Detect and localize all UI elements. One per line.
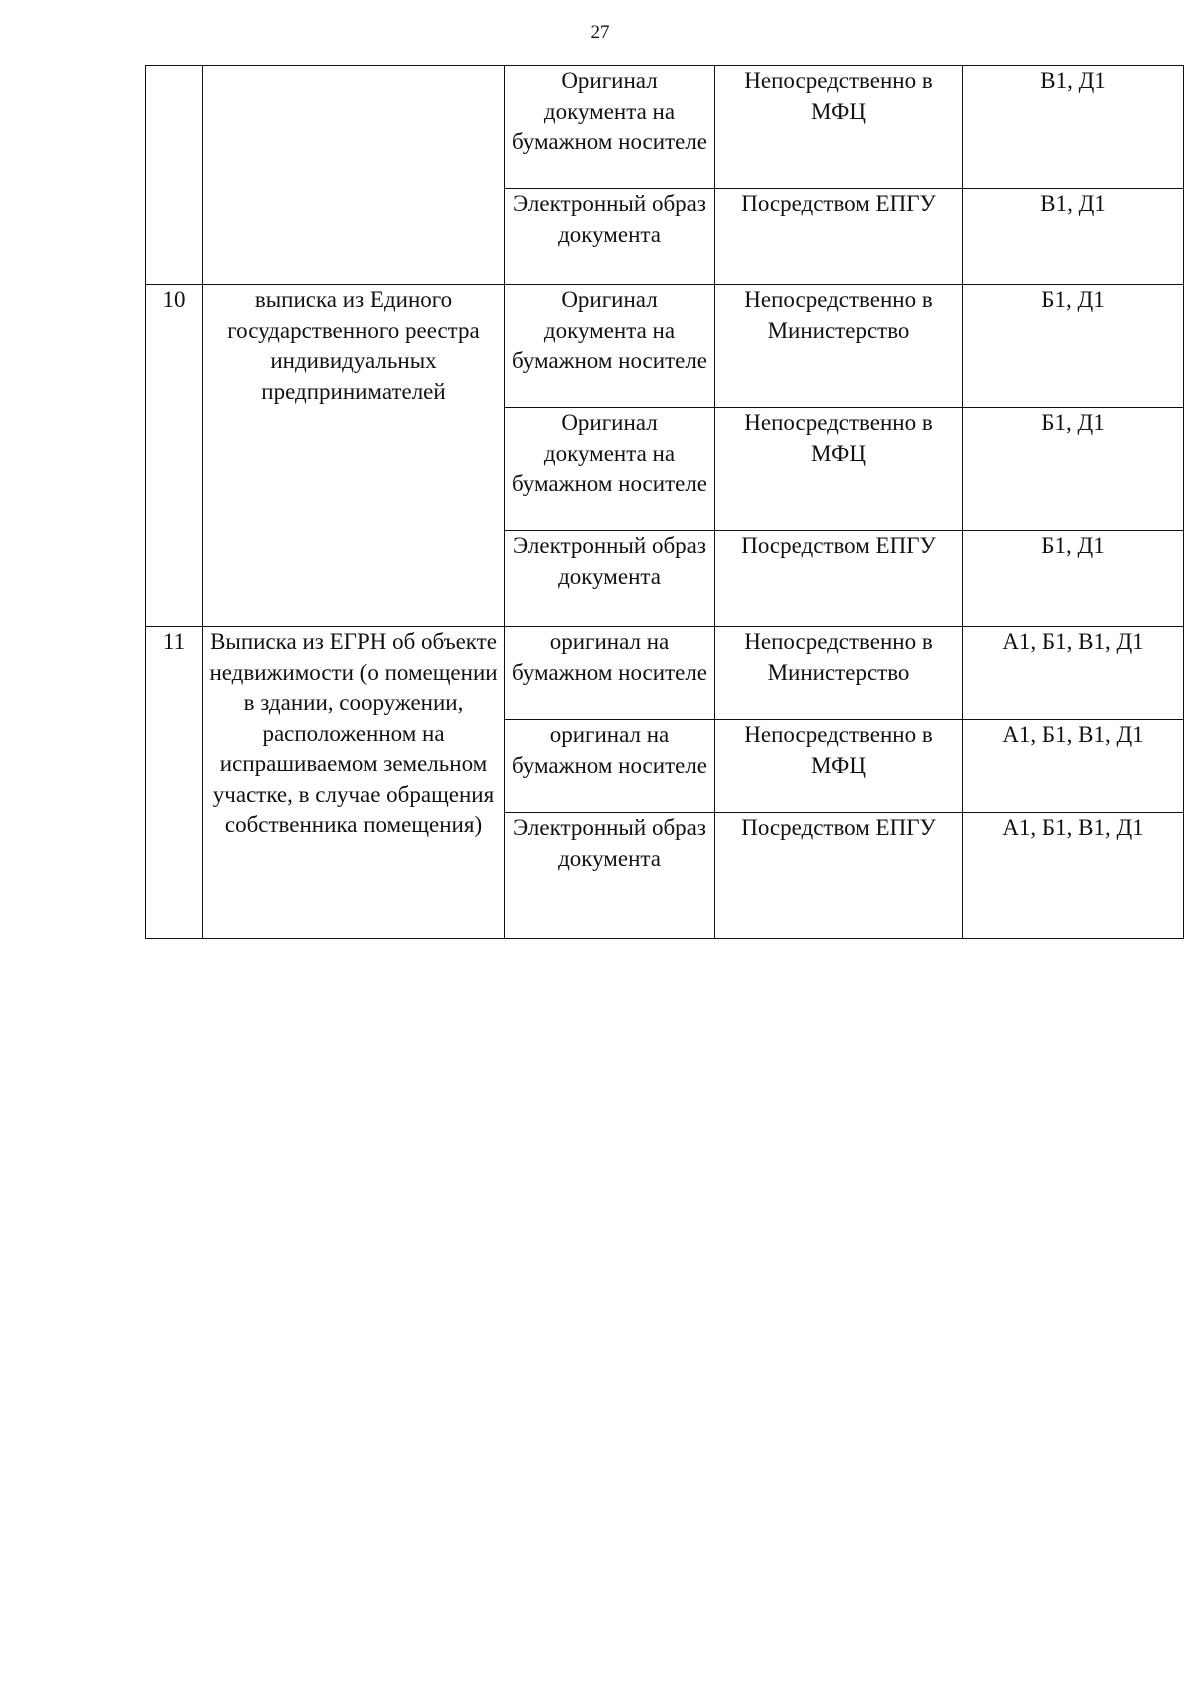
- codes-cell: Б1, Д1: [963, 531, 1184, 627]
- row-number-cell: [146, 66, 203, 285]
- document-form-cell: Электронный образ документа: [505, 531, 715, 627]
- document-name-cell: выписка из Единого государственного реестра индивидуальных предпринимателей: [203, 285, 505, 627]
- table-row: [146, 285, 1184, 408]
- document-form-cell: Оригинал документа на бумажном носителе: [505, 408, 715, 531]
- codes-cell: Б1, Д1: [963, 285, 1184, 408]
- submission-method-cell: Непосредственно в Министерство: [715, 285, 963, 408]
- submission-method-cell: Непосредственно в МФЦ: [715, 66, 963, 189]
- page-number: 27: [590, 22, 610, 43]
- submission-method-cell: Непосредственно в Министерство: [715, 627, 963, 720]
- table-row: [146, 627, 1184, 720]
- submission-method-cell: Посредством ЕПГУ: [715, 813, 963, 939]
- document-form-cell: Электронный образ документа: [505, 189, 715, 285]
- submission-method-cell: Непосредственно в МФЦ: [715, 408, 963, 531]
- submission-method-cell: Посредством ЕПГУ: [715, 189, 963, 285]
- codes-cell: А1, Б1, В1, Д1: [963, 813, 1184, 939]
- submission-method-cell: Непосредственно в МФЦ: [715, 720, 963, 813]
- codes-cell: А1, Б1, В1, Д1: [963, 720, 1184, 813]
- row-number-cell: 10: [146, 285, 203, 627]
- document-name-cell: [203, 66, 505, 285]
- document-form-cell: Электронный образ документа: [505, 813, 715, 939]
- codes-cell: В1, Д1: [963, 66, 1184, 189]
- document-form-cell: оригинал на бумажном носителе: [505, 720, 715, 813]
- documents-table: [145, 65, 1184, 939]
- codes-cell: Б1, Д1: [963, 408, 1184, 531]
- submission-method-cell: Посредством ЕПГУ: [715, 531, 963, 627]
- table-row: [146, 66, 1184, 189]
- document-form-cell: оригинал на бумажном носителе: [505, 627, 715, 720]
- document-form-cell: Оригинал документа на бумажном носителе: [505, 285, 715, 408]
- document-name-cell: Выписка из ЕГРН об объекте недвижимости (о помещении в здании, сооружении, расположенном на испрашиваемом земельном участке, в случае обращения собственника помещения): [203, 627, 505, 939]
- row-number-cell: 11: [146, 627, 203, 939]
- codes-cell: А1, Б1, В1, Д1: [963, 627, 1184, 720]
- document-form-cell: Оригинал документа на бумажном носителе: [505, 66, 715, 189]
- codes-cell: В1, Д1: [963, 189, 1184, 285]
